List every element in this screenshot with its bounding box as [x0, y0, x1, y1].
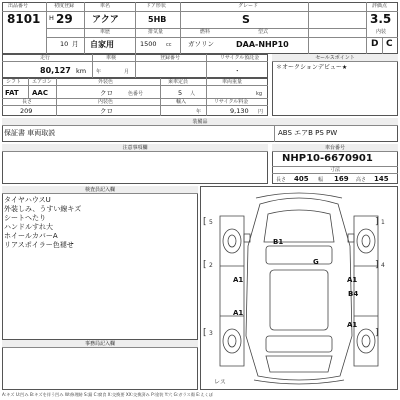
recycle-mark: ・ [234, 67, 241, 75]
dim-height: 169 [334, 175, 349, 183]
length: 209 [20, 107, 33, 115]
side-bracket-left-bottom: [ [203, 328, 207, 338]
inspector-line-2: 外装しみ、うすい線キズ [4, 205, 82, 213]
recycle-fee-label: リサイクル料金 [214, 99, 249, 105]
car-name: アクア [92, 15, 119, 25]
damage-mark-a1-right-rear: A1 [347, 321, 358, 329]
score-label: 評価点 [372, 3, 388, 9]
reg-year-label: 初度登録 [54, 3, 75, 9]
dim-height-label: 幅 [318, 177, 324, 183]
reg-month-unit: 月 [72, 40, 79, 48]
interior-grade: D [371, 39, 379, 49]
damage-mark-g: G [313, 258, 319, 266]
inspector-line-3: シートへたり [4, 214, 46, 222]
equipment-left: 保証書 車両取説 [4, 129, 56, 137]
displacement-unit: cc [166, 42, 172, 48]
recycle-label: リサイクル預託金 [220, 55, 260, 61]
grade: S [242, 13, 250, 26]
ac: AAC [32, 89, 48, 97]
recycle-fee-unit: 円 [258, 109, 264, 115]
damage-mark-a1-left-rear: A1 [233, 309, 244, 317]
mileage: 80,127 [40, 66, 71, 75]
diagram-bottom-note: レス [214, 379, 226, 386]
sales-point: ＊オークションデビュー★ [276, 64, 348, 71]
legend-footer: A:キズ U:凹み B:キズを伴う凹み W:修理跡 S:錆 C:腐食 X:交換要 XX:交換済み P:塗装 Y:穴 G:ガラス傷 E:えくぼ [2, 392, 213, 397]
inspector-line-4: ハンドルすれ大 [4, 223, 53, 231]
mileage-label: 走行 [40, 55, 51, 61]
sales-point-label: セールスポイント [272, 54, 398, 62]
weight-unit: kg [256, 91, 263, 97]
car-outline [200, 186, 398, 390]
length-label: 長さ [22, 99, 33, 105]
damage-mark-b1: B1 [273, 238, 284, 246]
model: DAA-NHP10 [236, 40, 289, 49]
score: 3.5 [370, 12, 392, 26]
capacity-unit: 人 [190, 91, 196, 97]
weight-label: 車両重量 [222, 79, 243, 85]
model-label: 型式 [258, 29, 269, 35]
color-label: 外装色 [98, 79, 114, 85]
exterior-grade: C [386, 39, 393, 49]
damage-mark-a1-right-front: A1 [347, 276, 358, 284]
mileage-unit: km [76, 67, 87, 75]
side-num-3: 3 [209, 330, 213, 337]
ac-label: エアコン [32, 79, 52, 85]
color: クロ [100, 89, 113, 97]
capacity-label: 乗車定員 [168, 79, 189, 85]
side-num-4: 4 [381, 262, 385, 269]
import-unit: 年 [196, 109, 202, 115]
chassis-number: NHP10-6670901 [282, 153, 373, 164]
doors-label: ドア形状 [146, 3, 166, 9]
car-name-label: 車名 [100, 3, 111, 9]
shift-label: シフト [6, 79, 22, 85]
damage-mark-a1-left-front: A1 [233, 276, 244, 284]
lot-label: 出品番号 [8, 3, 29, 9]
usage-label: 車歴 [100, 29, 111, 35]
recycle-fee: 9,130 [230, 107, 249, 115]
dims-label: 寸法 [330, 167, 341, 173]
inspection-month-unit: 月 [124, 69, 130, 75]
capacity: 5 [178, 89, 183, 97]
report-header: 事務局記入欄 [2, 340, 198, 348]
notes-header: 注意事項欄 [2, 144, 268, 152]
inspection-label: 車検 [106, 55, 117, 61]
displacement-label: 排気量 [148, 29, 164, 35]
side-bracket-right-mid: ] [375, 260, 379, 270]
interior-color: クロ [100, 107, 113, 115]
grade-label: グレード [238, 3, 259, 9]
damage-mark-b4: B4 [348, 290, 359, 298]
lot-number: 8101 [7, 12, 41, 26]
chassis-label: 車台番号 [272, 144, 398, 152]
side-bracket-left-top: [ [203, 217, 207, 227]
equipment-right: ABS エアB PS PW [278, 129, 338, 137]
side-bracket-right-bottom: ] [375, 328, 379, 338]
side-bracket-right-top: ] [375, 217, 379, 227]
color-no-label: 色番号 [128, 91, 144, 97]
side-num-1: 1 [381, 219, 385, 226]
import-label: 輸入 [176, 99, 187, 105]
inspector-line-5: ホイールカバーA [4, 232, 58, 240]
inspection-year-unit: 年 [96, 69, 102, 75]
equipment-header: 装備品 [2, 118, 398, 126]
inspector-line-1: タイヤハウスU [4, 196, 51, 204]
dim-width: 145 [374, 175, 389, 183]
dim-length: 405 [294, 175, 309, 183]
side-num-5: 5 [209, 219, 213, 226]
inspector-line-6: リアスポイラー色褪せ [4, 241, 74, 249]
dim-width-label: 高さ [356, 177, 367, 183]
inspector-header: 検査員記入欄 [2, 186, 198, 194]
interior-label: 内装 [376, 29, 387, 35]
fuel-label: 燃料 [200, 29, 211, 35]
dim-length-label: 長さ [276, 177, 287, 183]
usage: 自家用 [90, 40, 114, 49]
side-num-2: 2 [209, 262, 213, 269]
reg-label: 登録番号 [160, 55, 181, 61]
displacement: 1500 [140, 40, 157, 48]
interior-color-label: 内装色 [98, 99, 114, 105]
era: H [49, 14, 54, 22]
reg-year: 29 [56, 12, 73, 26]
reg-month: 10 [60, 40, 69, 48]
shift: FAT [5, 89, 19, 97]
fuel: ガソリン [188, 40, 214, 48]
side-bracket-left-mid: [ [203, 260, 207, 270]
doors: 5HB [148, 15, 167, 24]
